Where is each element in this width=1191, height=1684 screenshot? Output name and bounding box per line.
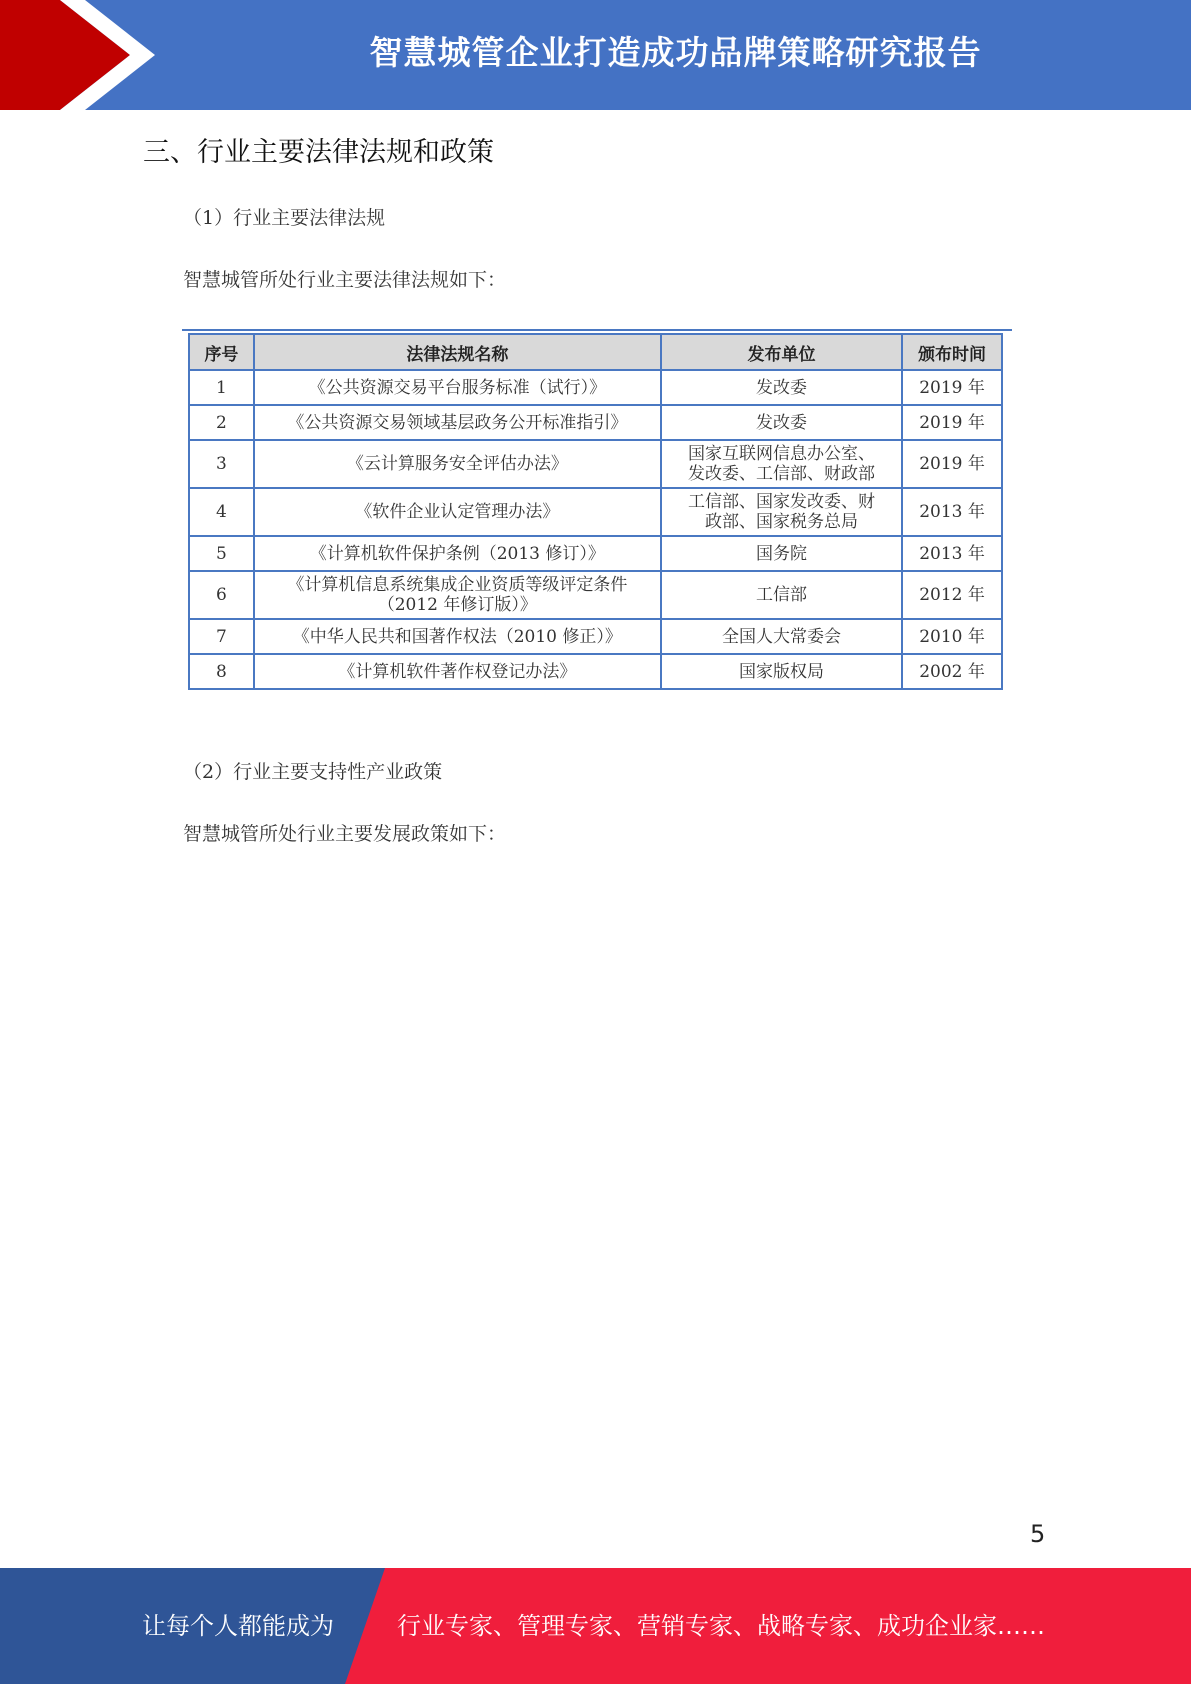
header-name: 法律法规名称 (254, 334, 661, 370)
cell-issuer (661, 619, 902, 654)
cell-no: 6 (189, 571, 254, 619)
cell-issuer (661, 488, 902, 536)
cell-issuer (661, 405, 902, 440)
intro-laws: 智慧城管所处行业主要法律法规如下： (183, 269, 507, 291)
cell-issuer-text: 国家版权局 (738, 661, 824, 682)
cell-name (254, 405, 661, 440)
cell-issuer-text: 工信部 (755, 585, 807, 605)
cell-issuer-text: 发改委 (755, 377, 807, 398)
table-row (189, 571, 1002, 619)
header-title: 智慧城管企业打造成功品牌策略研究报告 (369, 33, 982, 72)
cell-name-text: 《计算机软件保护条例（2013 修订）》 (309, 543, 605, 564)
table-header-row (189, 334, 1002, 370)
header-issuer: 发布单位 (661, 334, 902, 370)
cell-name-text: 《中华人民共和国著作权法（2010 修正）》 (292, 626, 622, 647)
cell-name (254, 370, 661, 405)
cell-name-text: 《软件企业认定管理办法》 (355, 502, 560, 522)
cell-issuer (661, 571, 902, 619)
cell-year: 2019 年 (902, 405, 1002, 440)
cell-issuer (661, 654, 902, 689)
cell-name-line1: 《计算机信息系统集成企业资质等级评定条件 (287, 575, 628, 595)
cell-no: 3 (189, 440, 254, 488)
cell-issuer-line1: 工信部、国家发改委、财 (687, 492, 875, 512)
footer-slogan-left: 让每个人都能成为 (142, 1612, 334, 1640)
header-year: 颁布时间 (902, 334, 1002, 370)
cell-issuer-line2: 政部、国家税务总局 (704, 512, 858, 532)
cell-name-text: 《公共资源交易领域基层政务公开标准指引》 (287, 412, 628, 433)
header-no: 序号 (189, 334, 254, 370)
cell-name (254, 619, 661, 654)
cell-issuer-text: 国务院 (755, 543, 807, 564)
cell-no: 2 (189, 405, 254, 440)
page-footer (0, 1568, 1191, 1684)
table-row (189, 440, 1002, 488)
subheading-laws: （1）行业主要法律法规 (183, 207, 386, 229)
cell-name (254, 488, 661, 536)
cell-issuer-line1: 国家互联网信息办公室、 (687, 444, 875, 464)
cell-issuer-line2: 发改委、工信部、财政部 (687, 464, 875, 484)
cell-year: 2019 年 (902, 440, 1002, 488)
cell-name (254, 654, 661, 689)
cell-name (254, 440, 661, 488)
page-number: 5 (1030, 1520, 1046, 1548)
cell-name (254, 536, 661, 571)
cell-year: 2019 年 (902, 370, 1002, 405)
section-title: 三、行业主要法律法规和政策 (143, 137, 494, 168)
cell-year: 2013 年 (902, 536, 1002, 571)
page-header (0, 0, 1191, 110)
laws-table (188, 333, 1003, 690)
cell-issuer-text: 发改委 (755, 412, 807, 433)
subheading-policies: （2）行业主要支持性产业政策 (183, 761, 443, 783)
cell-issuer (661, 440, 902, 488)
cell-no: 8 (189, 654, 254, 689)
cell-year: 2002 年 (902, 654, 1002, 689)
cell-no: 5 (189, 536, 254, 571)
cell-issuer-text: 全国人大常委会 (721, 626, 841, 647)
cell-no: 1 (189, 370, 254, 405)
cell-issuer (661, 536, 902, 571)
cell-name-text: 《计算机软件著作权登记办法》 (338, 661, 577, 682)
table-row (189, 488, 1002, 536)
cell-issuer (661, 370, 902, 405)
table-row (189, 370, 1002, 405)
table-row (189, 405, 1002, 440)
cell-year: 2013 年 (902, 488, 1002, 536)
cell-no: 7 (189, 619, 254, 654)
cell-name (254, 571, 661, 619)
header-arrow-graphic (0, 0, 170, 110)
table-row (189, 654, 1002, 689)
cell-year: 2012 年 (902, 571, 1002, 619)
cell-name-text: 《公共资源交易平台服务标准（试行）》 (308, 377, 607, 398)
cell-year: 2010 年 (902, 619, 1002, 654)
cell-name-text: 《云计算服务安全评估办法》 (346, 454, 568, 474)
table-top-rule (182, 329, 1012, 331)
intro-policies: 智慧城管所处行业主要发展政策如下： (183, 823, 507, 845)
cell-name-line2: （2012 年修订版）》 (377, 595, 537, 615)
table-row (189, 536, 1002, 571)
footer-slogan-right: 行业专家、管理专家、营销专家、战略专家、成功企业家…… (397, 1612, 1045, 1640)
cell-no: 4 (189, 488, 254, 536)
table-row (189, 619, 1002, 654)
